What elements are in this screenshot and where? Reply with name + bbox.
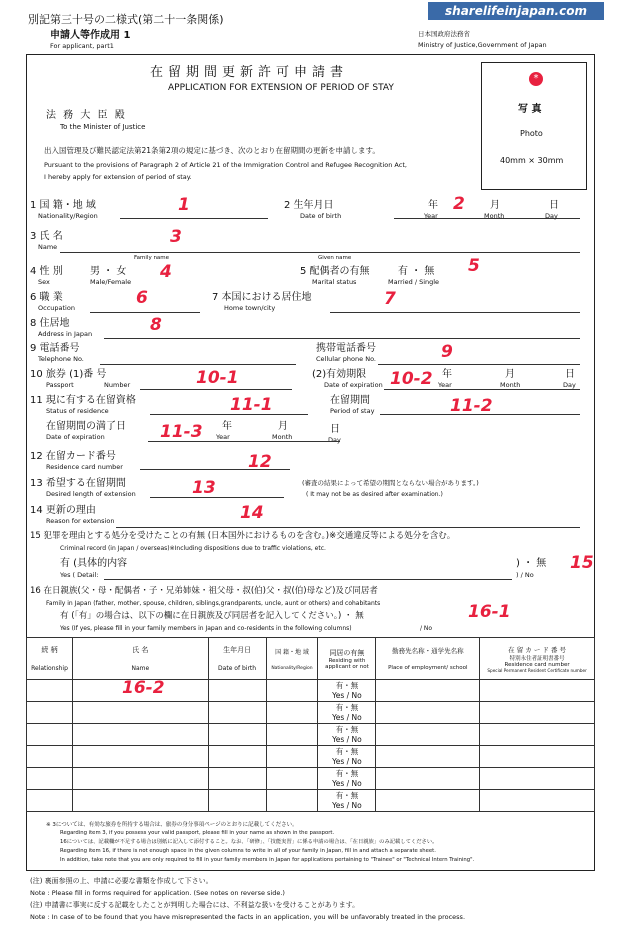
f16-yes-en: Yes (If yes, please fill in your family members in Japan and co-residents in the following columns) [60, 625, 352, 632]
f5-options[interactable]: 有 ・ 無 [398, 266, 435, 277]
th-nationality [266, 638, 318, 680]
marker-9: 9 [441, 342, 453, 362]
watermark: sharelifeinjapan.com [428, 2, 604, 20]
f15-label: 15 犯罪を理由とする処分を受けたことの有無 (日本国外におけるものを含む。)※交通違反等による処分を含む。 [30, 531, 456, 541]
f11-label: 11 現に有する在留資格 [30, 395, 136, 406]
note-4: Regarding item 16, if there is not enough space in the given columns to write in all of your family in Japan, fill in and attach a separate sheet. [60, 848, 436, 854]
title-jp: 在留期間更新許可申請書 [150, 65, 349, 80]
f7-label: 7 本国における居住地 [212, 292, 312, 303]
f13-label-en: Desired length of extension [46, 490, 136, 498]
table-cell[interactable] [208, 680, 266, 702]
photo-size: 40mm × 30mm [500, 156, 564, 165]
f1-input[interactable] [120, 218, 268, 219]
f12-label: 12 在留カード番号 [30, 451, 116, 462]
f14-input[interactable] [116, 527, 580, 528]
f6-label: 6 職 業 [30, 292, 63, 303]
table-cell[interactable] [27, 724, 73, 746]
marker-3: 3 [170, 227, 182, 247]
th-jp: 氏 名 [132, 646, 149, 654]
f6-input[interactable] [90, 312, 200, 313]
f2-input[interactable] [394, 218, 580, 219]
f5-label-en: Marital status [312, 278, 357, 286]
residing-yes-no-en: Yes / No [332, 734, 362, 744]
marker-16-1: 16-1 [468, 602, 511, 622]
marker-11-3: 11-3 [160, 422, 203, 442]
marker-11-2: 11-2 [450, 396, 493, 416]
marker-15: 15 [570, 553, 594, 573]
intro-en1: Pursuant to the provisions of Paragraph 2 of Article 21 of the Immigration Control and Refugee Recognition Act, [44, 161, 407, 169]
f10-label-en1: Passport [46, 381, 74, 389]
residing-yes-no-en: Yes / No [332, 712, 362, 722]
th-jp: 在 留 カ ー ド 番 号 [508, 645, 567, 654]
table-cell[interactable] [208, 790, 266, 812]
f9b-label-en: Cellular phone No. [316, 355, 376, 363]
f13-label: 13 希望する在留期間 [30, 478, 126, 489]
th-employment [376, 638, 480, 680]
th-residing [318, 638, 376, 680]
table-cell[interactable] [27, 746, 73, 768]
f16-label-en: Family in Japan (father, mother, spouse, children, siblings,grandparents, uncle, aunt or others) and cohabitants [46, 600, 381, 607]
marker-10-1: 10-1 [196, 368, 239, 388]
f1-label-en: Nationality/Region [38, 212, 98, 220]
table-cell[interactable] [72, 724, 208, 746]
table-cell[interactable] [318, 746, 376, 768]
residing-yes-no-en: Yes / No [332, 756, 362, 766]
table-cell[interactable] [376, 790, 480, 812]
table-cell[interactable] [27, 702, 73, 724]
marker-2: 2 [453, 194, 465, 214]
table-cell[interactable] [72, 768, 208, 790]
marker-14: 14 [240, 503, 264, 523]
f2-year-en: Year [424, 212, 438, 220]
footer-note-1-en: Note : Please fill in forms required for application. (See notes on reverse side.) [30, 889, 285, 897]
f15-yes-en: Yes ( Detail: [60, 571, 99, 579]
f11c-month-en: Month [272, 433, 293, 441]
f2-day-en: Day [545, 212, 558, 220]
marker-6: 6 [136, 288, 148, 308]
th-relationship [27, 638, 73, 680]
f7-label-en: Home town/city [224, 304, 276, 312]
table-cell[interactable] [266, 702, 318, 724]
marker-16-2: 16-2 [122, 678, 165, 698]
ministry-en: Ministry of Justice,Government of Japan [418, 41, 547, 49]
residing-yes-no-en: Yes / No [332, 800, 362, 810]
photo-marker: * [529, 72, 543, 86]
table-row [27, 680, 595, 702]
residing-yes-no-en: Yes / No [332, 690, 362, 700]
th-en: 特別永住者証明書番号 [509, 655, 565, 662]
addressee-jp: 法 務 大 臣 殿 [46, 110, 127, 121]
table-cell[interactable] [318, 790, 376, 812]
f16-yes-jp[interactable]: 有 (「有」の場合は、以下の欄に在日親族及び同居者を記入してください。) ・ 無 [60, 611, 364, 621]
f2-month-en: Month [484, 212, 505, 220]
f15-close-en: ) / No [516, 571, 534, 579]
th-en: Date of birth [218, 665, 257, 672]
addressee-en: To the Minister of Justice [60, 123, 146, 131]
ministry-jp: 日本国政府法務省 [418, 30, 470, 38]
f10b-input[interactable] [384, 389, 580, 390]
f13-note-jp: (審査の結果によって希望の期間とならない場合があります。) [302, 479, 479, 487]
f6-label-en: Occupation [38, 304, 75, 312]
f10b-day-en: Day [563, 381, 576, 389]
f10-label-en2: Number [104, 381, 131, 389]
note-2: Regarding item 3, if you possess your valid passport, please fill in your name as shown in the passport. [60, 830, 335, 836]
table-cell[interactable] [72, 702, 208, 724]
f2-year: 年 [428, 200, 438, 211]
note-1: ※ 3については、有効な旅券を所持する場合は、旅券の身分事項ページのとおりに記載してください。 [46, 822, 298, 828]
th-en: Place of employment/ school [388, 665, 468, 671]
table-cell[interactable] [318, 724, 376, 746]
th-jp: 国 籍・地 域 [275, 648, 309, 656]
table-cell[interactable] [266, 768, 318, 790]
f4-label-en: Sex [38, 278, 50, 286]
table-cell[interactable] [318, 702, 376, 724]
f15-close[interactable]: ) ・ 無 [516, 558, 547, 569]
title-en: APPLICATION FOR EXTENSION OF PERIOD OF STAY [168, 83, 394, 93]
table-cell[interactable] [266, 790, 318, 812]
table-row [27, 768, 595, 790]
f4-options[interactable]: 男 ・ 女 [90, 266, 127, 277]
marker-1: 1 [178, 195, 190, 215]
f15-detail-input[interactable] [104, 579, 512, 580]
table-cell[interactable] [27, 680, 73, 702]
table-cell[interactable] [376, 768, 480, 790]
table-cell[interactable] [376, 702, 480, 724]
f10b-year-en: Year [438, 381, 452, 389]
f10b-label: (2)有効期限 [312, 369, 367, 380]
marker-10-2: 10-2 [390, 369, 433, 389]
note-5: In addition, take note that you are only required to fill in your family members in Japan for applications pertaining to "Trainee" or "Technical Intern Training". [60, 857, 475, 863]
th-jp: 続 柄 [41, 646, 58, 654]
for-applicant-jp: 申請人等作成用 1 [50, 30, 131, 41]
f11c-label: 在留期間の満了日 [46, 421, 126, 432]
f9-input[interactable] [100, 364, 296, 365]
table-cell[interactable] [318, 768, 376, 790]
f10b-label-en: Date of expiration [324, 381, 383, 389]
residing-yes-no-jp[interactable]: 有・無 [335, 746, 359, 756]
table-cell[interactable] [266, 724, 318, 746]
f10b-year: 年 [442, 369, 452, 380]
f8-label: 8 住居地 [30, 318, 70, 329]
f8-input[interactable] [104, 338, 580, 339]
table-cell[interactable] [208, 768, 266, 790]
th-dob [208, 638, 266, 680]
th-name [72, 638, 208, 680]
th-en3: Special Permanent Resident Certificate number [487, 667, 587, 673]
table-row [27, 702, 595, 724]
f11-label-en: Status of residence [46, 407, 109, 415]
th-jp: 同居の有無 [329, 648, 365, 657]
form-id: 別記第三十号の二様式(第二十一条関係) [28, 13, 224, 26]
f2-day: 日 [549, 200, 559, 211]
f10b-month-en: Month [500, 381, 521, 389]
f2-label: 2 生年月日 [284, 200, 334, 211]
f14-label-en: Reason for extension [46, 517, 115, 525]
th-jp: 生年月日 [223, 646, 252, 654]
f13-input[interactable] [150, 497, 284, 498]
f11b-label: 在留期間 [330, 395, 370, 406]
f16-label: 16 在日親族(父・母・配偶者・子・兄弟姉妹・祖父母・叔(伯)父・叔(伯)母など)及び同居者 [30, 586, 378, 596]
f12-label-en: Residence card number [46, 463, 123, 471]
table-cell[interactable] [318, 680, 376, 702]
f15-yes-jp[interactable]: 有 (具体的内容 [60, 558, 128, 569]
f8-label-en: Address in Japan [38, 330, 93, 338]
family-table [26, 637, 595, 812]
table-cell[interactable] [266, 746, 318, 768]
f10b-day: 日 [565, 369, 575, 380]
table-row [27, 746, 595, 768]
f13-note-en: ( It may not be as desired after examination.) [306, 491, 443, 498]
residing-yes-no-jp[interactable]: 有・無 [335, 680, 359, 690]
f4-options-en: Male/Female [90, 278, 132, 286]
th-en: Nationality/Region [271, 665, 313, 671]
f9-label: 9 電話番号 [30, 343, 80, 354]
table-row [27, 724, 595, 746]
residing-yes-no-jp[interactable]: 有・無 [335, 702, 359, 712]
table-cell[interactable] [376, 746, 480, 768]
th-en: Name [131, 665, 150, 672]
f5-options-en: Married / Single [388, 278, 440, 286]
f10b-month: 月 [505, 369, 515, 380]
f2-month: 月 [490, 200, 500, 211]
marker-4: 4 [160, 262, 172, 282]
table-header-row [27, 638, 595, 680]
table-cell[interactable] [376, 724, 480, 746]
table-cell[interactable] [27, 768, 73, 790]
f7-input[interactable] [330, 312, 580, 313]
f3-label: 3 氏 名 [30, 231, 63, 242]
table-cell[interactable] [480, 724, 595, 746]
f11c-year: 年 [222, 421, 232, 432]
table-cell[interactable] [480, 702, 595, 724]
th-en: Residing with applicant or not [325, 657, 369, 670]
given-name-label: Given name [318, 255, 352, 261]
intro-en2: I hereby apply for extension of period of stay. [44, 173, 192, 181]
th-en2: Residence card number [504, 661, 570, 668]
f10-input[interactable] [140, 389, 292, 390]
f9b-input[interactable] [378, 364, 580, 365]
photo-en: Photo [520, 129, 543, 138]
table-cell[interactable] [72, 746, 208, 768]
th-en: Relationship [31, 665, 68, 672]
table-cell[interactable] [72, 790, 208, 812]
table-cell[interactable] [27, 790, 73, 812]
table-cell[interactable] [480, 746, 595, 768]
f11-input[interactable] [150, 414, 308, 415]
f16-no-en: / No [420, 625, 433, 632]
f14-label: 14 更新の理由 [30, 505, 96, 516]
intro-jp: 出入国管理及び難民認定法第21条第2項の規定に基づき、次のとおり在留期間の更新を申請します。 [44, 146, 380, 155]
marker-7: 7 [384, 289, 396, 309]
table-cell[interactable] [208, 702, 266, 724]
f9b-label: 携帯電話番号 [316, 343, 376, 354]
note-3: 16については、記載欄が不足する場合は別紙に記入して添付すること。なお、「研修」、「技能実習」に係る申請の場合は、「在日親族」のみ記載してください。 [60, 839, 438, 845]
f5-label: 5 配偶者の有無 [300, 266, 370, 277]
f3-label-en: Name [38, 243, 58, 251]
f11b-label-en: Period of stay [330, 407, 375, 415]
table-cell[interactable] [208, 724, 266, 746]
f9-label-en: Telephone No. [38, 355, 84, 363]
f15-label-en: Criminal record (in Japan / overseas)※Including dispositions due to traffic violations, etc. [60, 545, 326, 552]
f10-label: 10 旅券 (1)番 号 [30, 369, 107, 380]
table-cell[interactable] [266, 680, 318, 702]
f11c-month: 月 [278, 421, 288, 432]
footer-note-1-jp: (注) 裏面参照の上、申請に必要な書類を作成して下さい。 [30, 877, 213, 885]
f11c-year-en: Year [216, 433, 230, 441]
for-applicant-en: For applicant, part1 [50, 42, 114, 50]
f11c-day-en: Day [328, 436, 341, 444]
table-cell[interactable] [480, 680, 595, 702]
residing-yes-no-en: Yes / No [332, 778, 362, 788]
table-row [27, 790, 595, 812]
photo-jp: 写 真 [518, 104, 542, 115]
marker-8: 8 [150, 315, 162, 335]
marker-13: 13 [192, 478, 216, 498]
f11c-day: 日 [330, 424, 340, 435]
family-name-label: Family name [134, 255, 170, 261]
footer-note-2-en: Note : In case of to be found that you have misrepresented the facts in an application, you will be unfavorably treated in the process. [30, 913, 466, 921]
table-cell[interactable] [208, 746, 266, 768]
table-cell[interactable] [376, 680, 480, 702]
f2-label-en: Date of birth [300, 212, 342, 220]
residing-yes-no-jp[interactable]: 有・無 [335, 768, 359, 778]
residing-yes-no-jp[interactable]: 有・無 [335, 790, 359, 800]
table-cell[interactable] [480, 790, 595, 812]
f3-input[interactable] [60, 252, 580, 253]
table-cell[interactable] [480, 768, 595, 790]
residing-yes-no-jp[interactable]: 有・無 [335, 724, 359, 734]
th-jp: 勤務先名称・通学先名称 [392, 647, 464, 655]
f1-label: 1 国 籍・地 域 [30, 200, 96, 211]
f11c-label-en: Date of expiration [46, 433, 105, 441]
marker-11-1: 11-1 [230, 395, 273, 415]
th-residence-card [480, 638, 595, 680]
marker-5: 5 [468, 256, 480, 276]
footer-note-2-jp: (注) 申請書に事実に反する記載をしたことが判明した場合には、不利益な扱いを受けることがあります。 [30, 901, 360, 909]
f4-label: 4 性 別 [30, 266, 63, 277]
marker-12: 12 [248, 452, 272, 472]
